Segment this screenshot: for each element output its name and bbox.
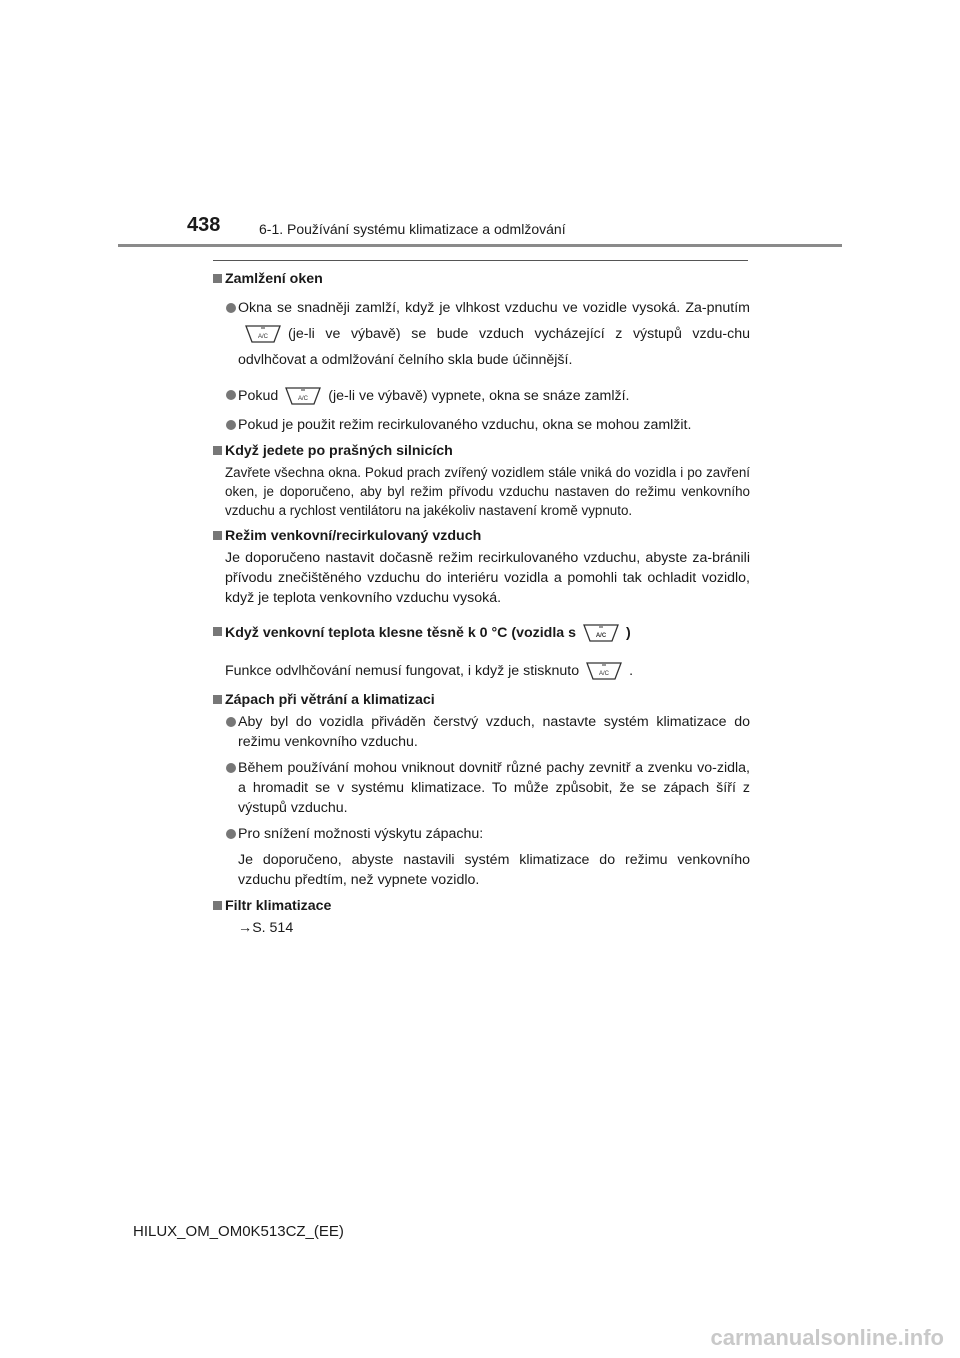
document-code: HILUX_OM_OM0K513CZ_(EE) <box>133 1223 344 1240</box>
header-rule <box>118 244 842 247</box>
paragraph: Funkce odvlhčování nemusí fungovat, i když je stisknuto A/C . <box>213 660 750 682</box>
heading-square-icon <box>213 695 222 704</box>
bullet-item: Okna se snadněji zamlží, když je vlhkost vzduchu ve vozidle vysoká. Za-pnutím A/C (je-li ve výbavě) se bude vzduch vycházející z výstupů vzdu-chu odvlhčovat a odmlžování čelního skla bude účinnější. <box>213 295 750 373</box>
heading-square-icon <box>213 901 222 910</box>
heading-square-icon <box>213 531 222 540</box>
svg-text:A/C: A/C <box>595 633 607 639</box>
section-title: 6-1. Používání systému klimatizace a odmlžování <box>259 221 566 237</box>
paragraph: Je doporučeno nastavit dočasně režim recirkulovaného vzduchu, abyste za-bránili přívodu znečištěného vzduchu do interiéru vozidla a pomohli tak ochladit vozidlo, když je teplota venkovního vzduchu vysoká. <box>225 550 750 606</box>
heading-low-temperature: Když venkovní teplota klesne těsně k 0 °C (vozidla s A/C ) <box>213 622 750 644</box>
bullet-item: Během používání mohou vniknout dovnitř různé pachy zevnitř a zvenku vo-zidla, a hromadit se v systému klimatizace. To může způsobit, že se zápach šíří z výstupů vzduchu. <box>213 758 750 818</box>
bullet-item: Aby byl do vozidla přiváděn čerstvý vzduch, nastavte systém klimatizace do režimu venkovního vzduchu. <box>213 712 750 752</box>
ac-button-icon <box>582 622 620 644</box>
heading-square-icon <box>213 446 222 455</box>
heading-square-icon <box>213 627 222 636</box>
content <box>213 266 750 938</box>
bullet-dot-icon <box>226 717 236 727</box>
bullet-dot-icon <box>226 303 236 313</box>
heading-odor: Zápach při větrání a klimatizaci <box>213 690 750 710</box>
heading-square-icon <box>213 274 222 283</box>
heading-air-mode: Režim venkovní/recirkulovaný vzduch <box>213 526 750 546</box>
svg-text:A/C: A/C <box>298 396 309 402</box>
bullet-dot-icon <box>226 829 236 839</box>
ac-button-icon <box>284 385 322 407</box>
watermark: carmanualsonline.info <box>710 1325 944 1350</box>
page-number: 438 <box>187 214 221 236</box>
content-rule <box>213 260 748 261</box>
bullet-dot-icon <box>226 763 236 773</box>
ac-button-icon <box>585 660 623 682</box>
paragraph: Je doporučeno, abyste nastavili systém klimatizace do režimu venkovního vzduchu předtím, než vypnete vozidlo. <box>238 852 750 888</box>
bullet-item: Pokud je použit režim recirkulovaného vzduchu, okna se mohou zamlžit. <box>213 415 750 435</box>
bullet-dot-icon <box>226 420 236 430</box>
ac-button-icon <box>244 323 282 345</box>
bullet-dot-icon <box>226 390 236 400</box>
bullet-item: Pokud A/C (je-li ve výbavě) vypnete, okna se snáze zamlží. <box>213 385 750 407</box>
paragraph: Zavřete všechna okna. Pokud prach zvířený vozidlem stále vniká do vozidla i po zavření oken, je doporučeno, aby byl režim přívodu vzduchu nastaven do režimu venkovního vzduchu a rychlost ventilátoru na jakékoliv nastavení kromě vypnuto. <box>225 465 750 518</box>
heading-ac-filter: Filtr klimatizace <box>213 896 750 916</box>
svg-text:A/C: A/C <box>257 334 269 341</box>
svg-text:A/C: A/C <box>599 671 610 677</box>
page-reference-link[interactable]: →S. 514 <box>238 920 294 936</box>
heading-dusty-roads: Když jedete po prašných silnicích <box>213 441 750 461</box>
heading-fogging: Zamlžení oken <box>213 269 750 289</box>
bullet-item: Pro snížení možnosti výskytu zápachu: <box>213 824 750 844</box>
